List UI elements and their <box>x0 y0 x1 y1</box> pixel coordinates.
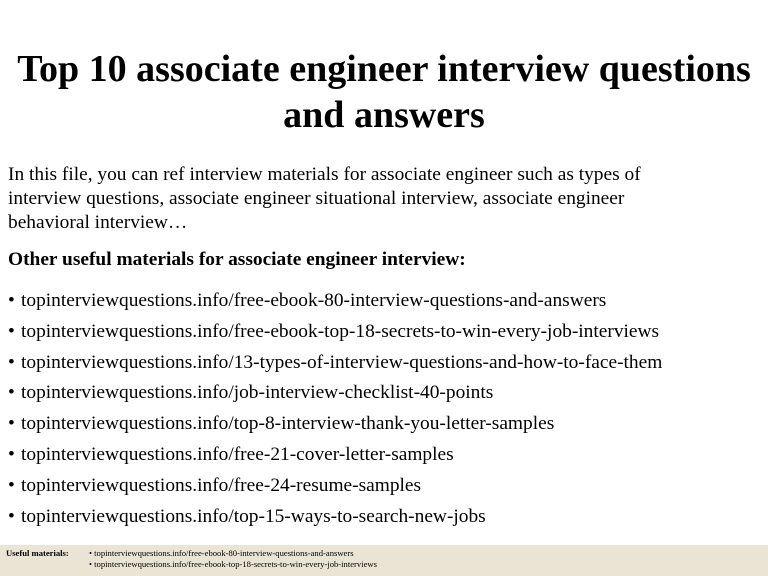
intro-line-2: interview questions, associate engineer situational interview, associate engineer <box>8 188 625 209</box>
material-link[interactable]: topinterviewquestions.info/job-interview-checklist-40-points <box>21 382 494 404</box>
materials-heading: Other useful materials for associate engineer interview: <box>8 249 466 270</box>
footer-label-text: Useful materials <box>6 548 66 558</box>
intro-line-1: In this file, you can ref interview materials for associate engineer such as types of <box>8 164 641 185</box>
bullet-icon: • <box>8 290 15 311</box>
footer-bar <box>0 545 768 576</box>
material-link[interactable]: topinterviewquestions.info/top-15-ways-to-search-new-jobs <box>21 505 486 527</box>
material-link[interactable]: topinterviewquestions.info/free-ebook-80-interview-questions-and-answers <box>21 290 607 311</box>
bullet-icon: • <box>8 351 15 373</box>
list-item <box>8 505 763 536</box>
footer-link[interactable]: • topinterviewquestions.info/free-ebook-80-interview-questions-and-answers <box>89 548 354 558</box>
bullet-icon: • <box>8 474 15 496</box>
footer-label <box>6 548 69 559</box>
bullet-icon: • <box>8 443 15 465</box>
list-item <box>8 381 763 412</box>
title-line-1: Top 10 associate engineer interview questions <box>17 48 751 90</box>
material-link[interactable]: topinterviewquestions.info/free-24-resume-samples <box>21 474 422 496</box>
material-link[interactable]: topinterviewquestions.info/free-21-cover-letter-samples <box>21 443 454 465</box>
list-item <box>8 289 763 320</box>
footer-link[interactable]: • topinterviewquestions.info/free-ebook-top-18-secrets-to-win-every-job-interviews <box>89 558 377 569</box>
list-item <box>8 320 763 351</box>
intro-paragraph <box>8 163 758 235</box>
bullet-icon: • <box>8 382 15 404</box>
bullet-icon: • <box>8 320 15 342</box>
page-title <box>0 46 768 138</box>
title-line-2: and answers <box>283 94 485 136</box>
bullet-icon: • <box>8 505 15 527</box>
material-link[interactable]: topinterviewquestions.info/free-ebook-top-18-secrets-to-win-every-job-interviews <box>21 320 660 342</box>
list-item <box>8 474 763 505</box>
footer-links <box>89 548 377 569</box>
list-item <box>8 443 763 474</box>
list-item <box>8 351 763 382</box>
bullet-icon: • <box>8 413 15 435</box>
material-link[interactable]: topinterviewquestions.info/13-types-of-interview-questions-and-how-to-face-them <box>21 351 663 373</box>
materials-list <box>8 289 763 535</box>
footer-label-colon: : <box>65 548 69 558</box>
intro-line-3: behavioral interview… <box>8 212 188 233</box>
list-item <box>8 412 763 443</box>
material-link[interactable]: topinterviewquestions.info/top-8-interview-thank-you-letter-samples <box>21 413 555 435</box>
